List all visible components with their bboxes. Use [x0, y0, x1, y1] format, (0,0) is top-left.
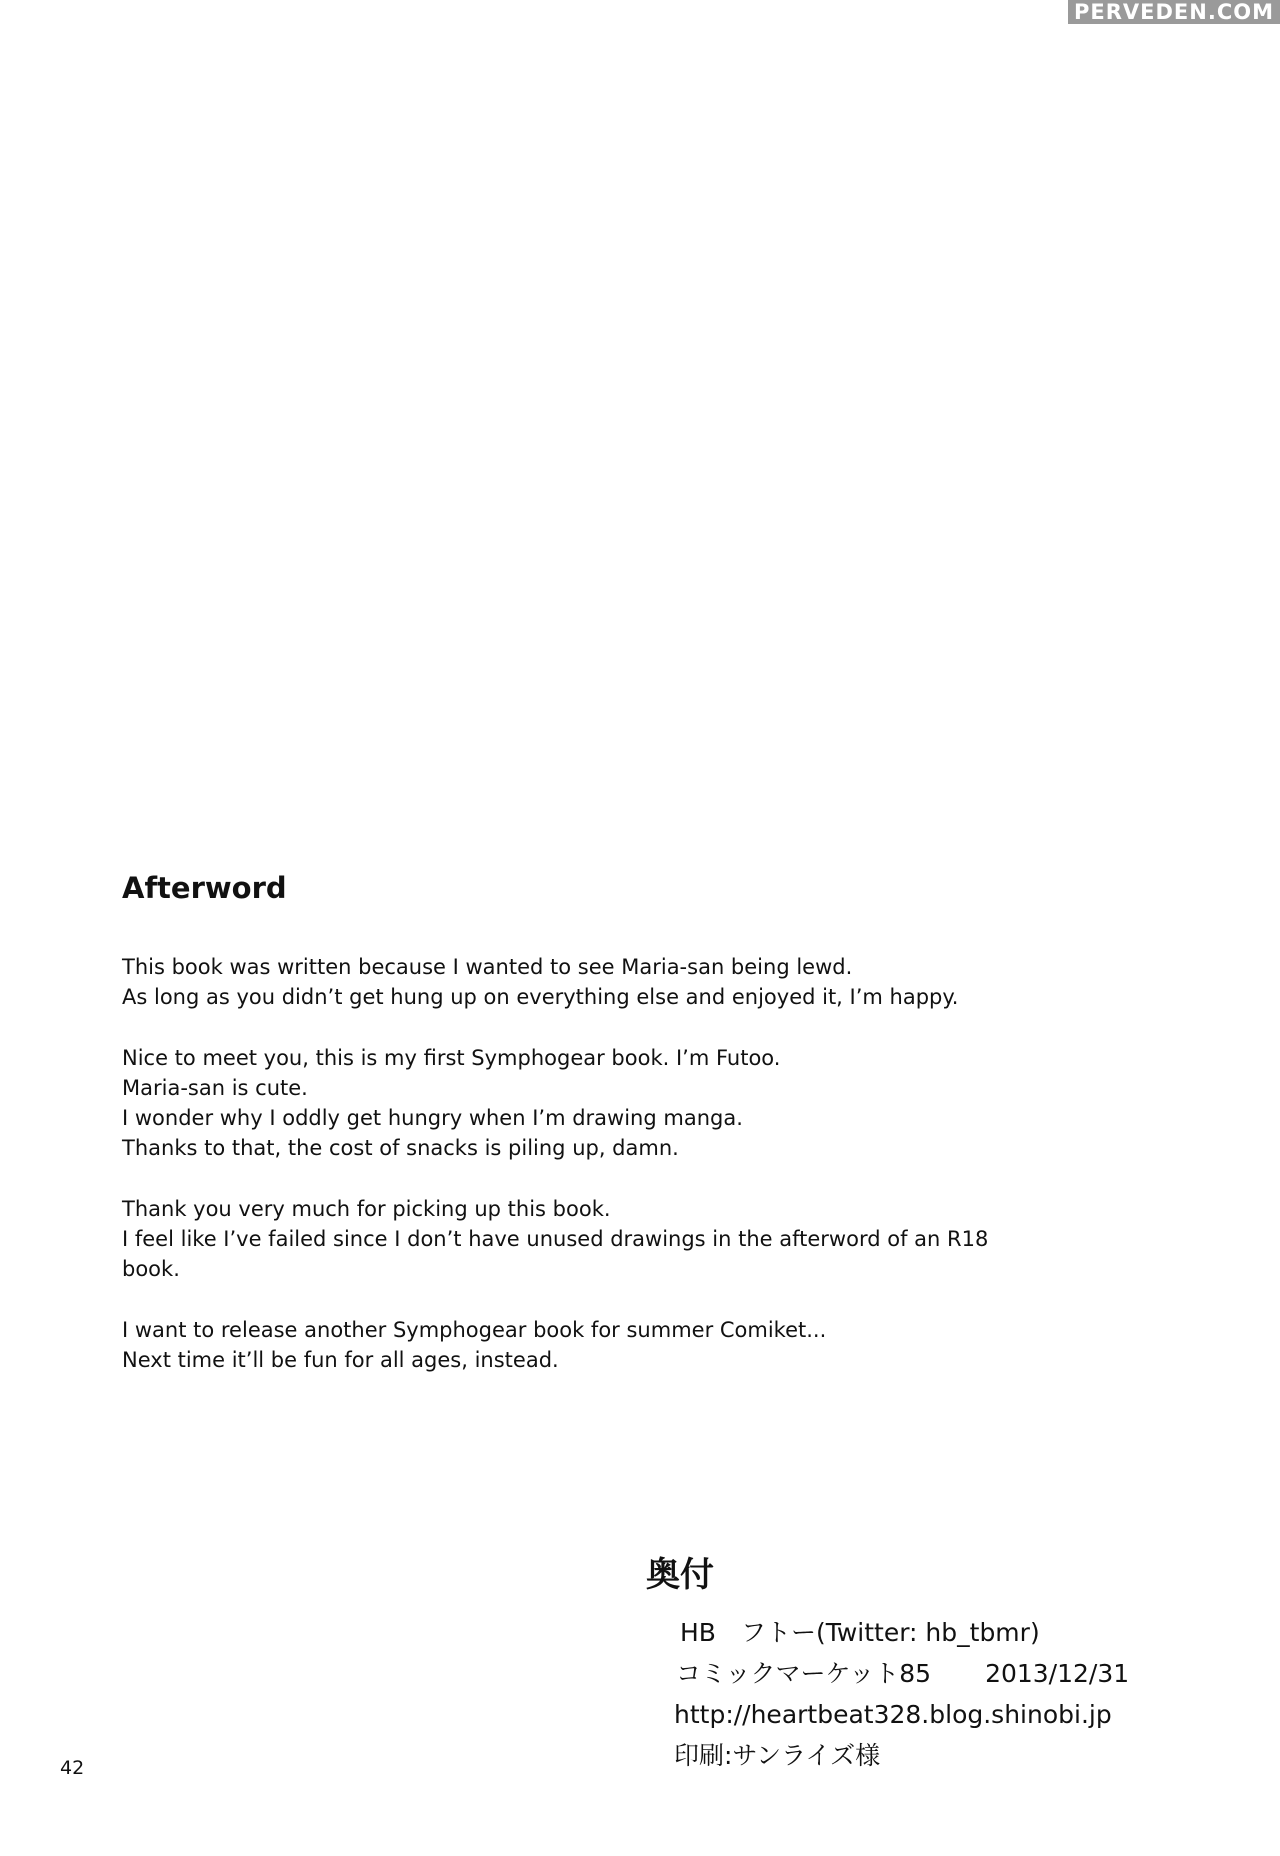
colophon-circle: HB フトー(Twitter: hb_tbmr): [680, 1618, 1040, 1647]
afterword-paragraph-3: [122, 1194, 1022, 1284]
colophon-url: http://heartbeat328.blog.shinobi.jp: [674, 1700, 1112, 1729]
afterword-line: I want to release another Symphogear book for summer Comiket...: [122, 1318, 827, 1342]
afterword-line: I wonder why I oddly get hungry when I’m drawing manga.: [122, 1106, 743, 1130]
afterword-line: This book was written because I wanted to see Maria-san being lewd.: [122, 955, 853, 979]
afterword-line: As long as you didn’t get hung up on everything else and enjoyed it, I’m happy.: [122, 985, 959, 1009]
page-number: 42: [60, 1757, 85, 1779]
colophon-event: コミックマーケット85: [676, 1659, 932, 1688]
afterword-paragraph-2: [122, 1043, 1022, 1163]
colophon-title: 奥付: [646, 1555, 714, 1595]
colophon-date: 2013/12/31: [985, 1659, 1130, 1688]
afterword-paragraph-1: [122, 952, 1022, 1012]
afterword-line: Maria-san is cute.: [122, 1076, 308, 1100]
afterword-line: I feel like I’ve failed since I don’t have unused drawings in the afterword of an R18: [122, 1227, 989, 1251]
site-watermark: PERVEDEN.COM: [1068, 0, 1280, 24]
afterword-line: book.: [122, 1257, 180, 1281]
afterword-line: Nice to meet you, this is my first Symphogear book. I’m Futoo.: [122, 1046, 781, 1070]
afterword-paragraph-4: [122, 1315, 1022, 1375]
afterword-line: Thank you very much for picking up this book.: [122, 1197, 611, 1221]
colophon-section: [640, 1552, 1200, 1776]
colophon-printer: 印刷:サンライズ様: [674, 1741, 881, 1770]
afterword-section: [122, 868, 1022, 1406]
afterword-title: Afterword: [122, 871, 287, 905]
colophon-event-line: [640, 1653, 1200, 1694]
afterword-line: Next time it’ll be fun for all ages, instead.: [122, 1348, 559, 1372]
afterword-line: Thanks to that, the cost of snacks is piling up, damn.: [122, 1136, 679, 1160]
